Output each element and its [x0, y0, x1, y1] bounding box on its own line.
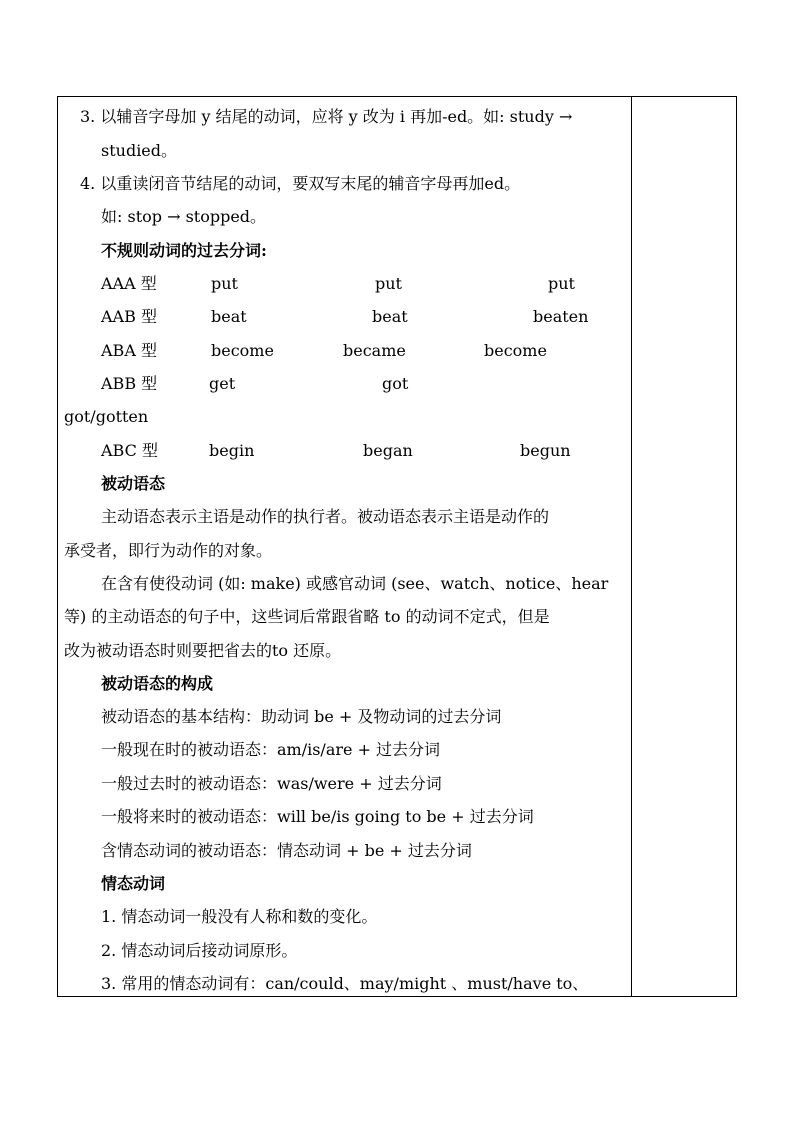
row-aaa-form1: put: [211, 274, 238, 293]
row-abc-form2: began: [363, 441, 413, 460]
row-abc-form3: begun: [520, 441, 571, 460]
rule-4-line-2: 如: stop → stopped。: [101, 207, 267, 226]
row-aba-form2: became: [343, 341, 406, 360]
passive-p2-line-3: 改为被动语态时则要把省去的to 还原。: [64, 641, 342, 660]
modal-item: 1. 情态动词一般没有人称和数的变化。: [101, 907, 378, 926]
row-aaa-form3: put: [548, 274, 575, 293]
rule-3-line-2: studied。: [101, 141, 178, 160]
row-abb-form3: got/gotten: [64, 407, 149, 426]
row-aba-type: ABA 型: [101, 341, 157, 360]
modal-item: 3. 常用的情态动词有：can/could、may/might 、must/have to、: [101, 974, 589, 993]
structure-heading: 被动语态的构成: [101, 674, 214, 693]
passive-p1-line-2: 承受者，即行为动作的对象。: [64, 541, 273, 560]
row-aaa-type: AAA 型: [101, 274, 157, 293]
row-aba-form1: become: [211, 341, 274, 360]
row-abb-form1: get: [209, 374, 236, 393]
row-abc-form1: begin: [209, 441, 255, 460]
row-aba-form3: become: [484, 341, 547, 360]
structure-item: 一般将来时的被动语态：will be/is going to be + 过去分词: [101, 807, 534, 826]
row-abb-form2: got: [382, 374, 409, 393]
passive-p2-line-2: 等) 的主动语态的句子中，这些词后常跟省略 to 的动词不定式，但是: [64, 607, 550, 626]
rule-4-line-1: 4. 以重读闭音节结尾的动词，要双写末尾的辅音字母再加ed。: [80, 174, 521, 193]
row-aaa-form2: put: [375, 274, 402, 293]
row-abc-type: ABC 型: [101, 441, 158, 460]
row-aab-form2: beat: [372, 307, 408, 326]
row-aab-form1: beat: [211, 307, 247, 326]
rule-3-line-1: 3. 以辅音字母加 y 结尾的动词，应将 y 改为 i 再加-ed。如: study →: [80, 107, 573, 126]
row-aab-type: AAB 型: [101, 307, 157, 326]
structure-item: 一般现在时的被动语态：am/is/are + 过去分词: [101, 740, 441, 759]
row-abb-type: ABB 型: [101, 374, 158, 393]
passive-p1-line-1: 主动语态表示主语是动作的执行者。被动语态表示主语是动作的: [101, 507, 550, 526]
row-aab-form3: beaten: [533, 307, 589, 326]
column-divider: [631, 96, 632, 997]
passive-heading: 被动语态: [101, 474, 166, 493]
modal-item: 2. 情态动词后接动词原形。: [101, 941, 298, 960]
structure-item: 被动语态的基本结构：助动词 be + 及物动词的过去分词: [101, 707, 502, 726]
irregular-heading: 不规则动词的过去分词:: [101, 241, 267, 260]
modal-heading: 情态动词: [101, 874, 166, 893]
structure-item: 含情态动词的被动语态：情态动词 + be + 过去分词: [101, 841, 472, 860]
structure-item: 一般过去时的被动语态：was/were + 过去分词: [101, 774, 442, 793]
passive-p2-line-1: 在含有使役动词 (如: make) 或感官动词 (see、watch、notice、hear: [101, 574, 609, 593]
